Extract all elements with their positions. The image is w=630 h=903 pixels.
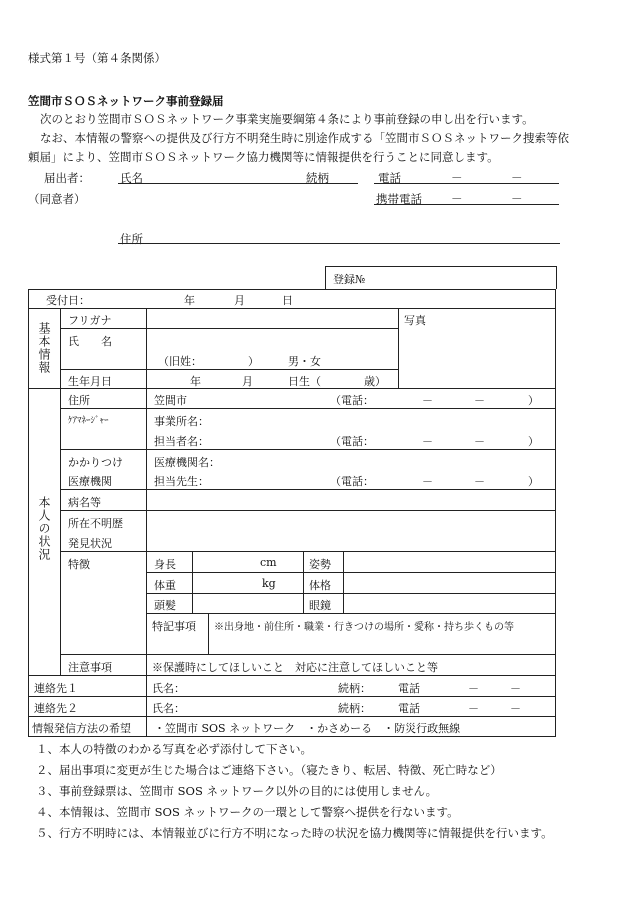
regno-right — [556, 266, 557, 289]
applicant-name-label: 氏名 — [120, 171, 143, 185]
contact1-relation: 続柄： — [338, 682, 371, 695]
received-day: 日 — [282, 294, 293, 307]
weight-unit: kg — [262, 577, 276, 590]
posture-label: 姿勢 — [309, 558, 331, 571]
doctor-phone-dash-1: － — [422, 475, 433, 488]
cm-person-label: 担当者名： — [154, 435, 209, 448]
form-title: 笠間市ＳＯＳネットワーク事前登録届 — [28, 94, 224, 108]
build-label: 体格 — [309, 579, 331, 592]
gender-label: 男・女 — [288, 355, 321, 368]
contact1-name: 氏名： — [152, 682, 185, 695]
birth-day: 日生（ — [288, 375, 321, 388]
note-3: ３、事前登録票は、笠間市 SOS ネットワーク以外の目的には使用しません。 — [36, 784, 438, 798]
office-label: 事業所名： — [154, 415, 209, 428]
birth-year: 年 — [190, 375, 201, 388]
features-label: 特徴 — [68, 558, 90, 571]
intro-line-2: なお、本情報の警察への提供及び行方不明発生時に別途作成する「笠間市ＳＯＳネットワーク捜索等依 — [40, 131, 569, 145]
mobile-dash-1: － — [451, 192, 463, 206]
special-note: ※出身地・前住所・職業・行きつけの場所・愛称・持ち歩くもの等 — [214, 622, 514, 633]
birth-label: 生年月日 — [68, 375, 112, 388]
cm-phone: （電話： — [330, 435, 374, 448]
regno-left — [325, 266, 326, 289]
received-year: 年 — [184, 294, 195, 307]
missing-history-label: 所在不明歴 — [68, 517, 123, 530]
applicant-phone-dash-1: － — [451, 171, 463, 185]
birth-month: 月 — [242, 375, 253, 388]
applicant-relation-label: 続柄 — [306, 171, 329, 185]
contact2-name: 氏名： — [152, 702, 185, 715]
contact2-relation: 続柄： — [338, 702, 371, 715]
applicant-name-underline[interactable] — [118, 183, 358, 184]
contact1-dash-2: － — [510, 682, 521, 695]
note-1: １、本人の特徴のわかる写真を必ず添付して下さい。 — [36, 742, 312, 756]
applicant-address-underline[interactable] — [118, 243, 560, 244]
cm-phone-dash-1: － — [422, 435, 433, 448]
mobile-dash-2: － — [511, 192, 523, 206]
doctor-phone-dash-2: － — [474, 475, 485, 488]
intro-line-3: 頼届」により、笠間市ＳＯＳネットワーク協力機関等に情報提供を行うことに同意します。 — [28, 150, 499, 164]
doctor-phone: （電話： — [330, 475, 374, 488]
applicant-label: 届出者： — [44, 171, 90, 185]
applicant-phone-underline[interactable] — [374, 183, 559, 184]
photo-label: 写真 — [404, 314, 426, 327]
medical-label: 医療機関 — [68, 475, 112, 488]
caution-label: 注意事項 — [68, 661, 112, 674]
old-surname-close: ） — [248, 355, 259, 368]
received-month: 月 — [234, 294, 245, 307]
registration-no-label: 登録№ — [333, 273, 366, 286]
address-phone-dash-2: － — [474, 394, 485, 407]
name-label: 氏 名 — [68, 335, 112, 348]
intro-line-1: 次のとおり笠間市ＳＯＳネットワーク事業実施要綱第４条により事前登録の申し出を行います。 — [40, 112, 534, 126]
consent-label: （同意者） — [28, 192, 86, 206]
contact2-dash-2: － — [510, 702, 521, 715]
discovery-label: 発見状況 — [68, 537, 112, 550]
received-label: 受付日： — [46, 294, 90, 307]
cm-phone-close: ） — [528, 435, 539, 448]
mobile-underline[interactable] — [374, 204, 559, 205]
weight-label: 体重 — [154, 579, 176, 592]
form-label: 様式第１号（第４条関係） — [28, 51, 166, 65]
contact2-label: 連絡先２ — [34, 702, 78, 715]
special-label: 特記事項 — [152, 620, 196, 633]
contact1-label: 連絡先１ — [34, 682, 78, 695]
regno-top — [325, 266, 557, 267]
doctor-label: 担当先生： — [154, 475, 209, 488]
address-label: 住所 — [68, 394, 90, 407]
info-method-label: 情報発信方法の希望 — [32, 722, 131, 735]
registration-form-table — [28, 289, 556, 737]
doctor-phone-close: ） — [528, 475, 539, 488]
disease-label: 病名等 — [68, 496, 101, 509]
old-surname-label: （旧姓： — [158, 355, 202, 368]
address-phone-close: ） — [528, 394, 539, 407]
info-method-options: ・笠間市 SOS ネットワーク ・かさめーる ・防災行政無線 — [154, 722, 461, 735]
applicant-address-label: 住所 — [120, 232, 143, 246]
address-value: 笠間市 — [154, 394, 187, 407]
address-phone-dash-1: － — [422, 394, 433, 407]
applicant-phone-dash-2: － — [511, 171, 523, 185]
note-5: ５、行方不明時には、本情報並びに行方不明になった時の状況を協力機関等に情報提供を行います。 — [36, 826, 553, 840]
mobile-label: 携帯電話 — [376, 192, 422, 206]
hair-label: 頭髪 — [154, 599, 176, 612]
address-phone: （電話： — [330, 394, 374, 407]
height-label: 身長 — [154, 558, 176, 571]
medical-name-label: 医療機関名： — [154, 456, 220, 469]
basic-info-label: 基本情報 — [37, 322, 51, 374]
height-unit: cm — [260, 556, 277, 569]
cm-phone-dash-2: － — [474, 435, 485, 448]
contact1-dash-1: － — [468, 682, 479, 695]
caremanager-label: ｹｱﾏﾈｰｼﾞｬｰ — [68, 416, 109, 426]
note-4: ４、本情報は、笠間市 SOS ネットワークの一環として警察へ提供を行ないます。 — [36, 805, 459, 819]
furigana-label: フリガナ — [68, 314, 112, 327]
age-suffix: 歳） — [364, 375, 386, 388]
glasses-label: 眼鏡 — [309, 599, 331, 612]
contact2-phone: 電話 — [398, 702, 420, 715]
applicant-phone-label: 電話 — [378, 171, 401, 185]
contact2-dash-1: － — [468, 702, 479, 715]
contact1-phone: 電話 — [398, 682, 420, 695]
caution-note: ※保護時にしてほしいこと 対応に注意してほしいこと等 — [152, 661, 438, 674]
note-2: ２、届出事項に変更が生じた場合はご連絡下さい。（寝たきり、転居、特徴、死亡時など） — [36, 763, 502, 777]
status-label: 本人の状況 — [37, 496, 51, 561]
kakaritsuke-label: かかりつけ — [68, 456, 123, 469]
